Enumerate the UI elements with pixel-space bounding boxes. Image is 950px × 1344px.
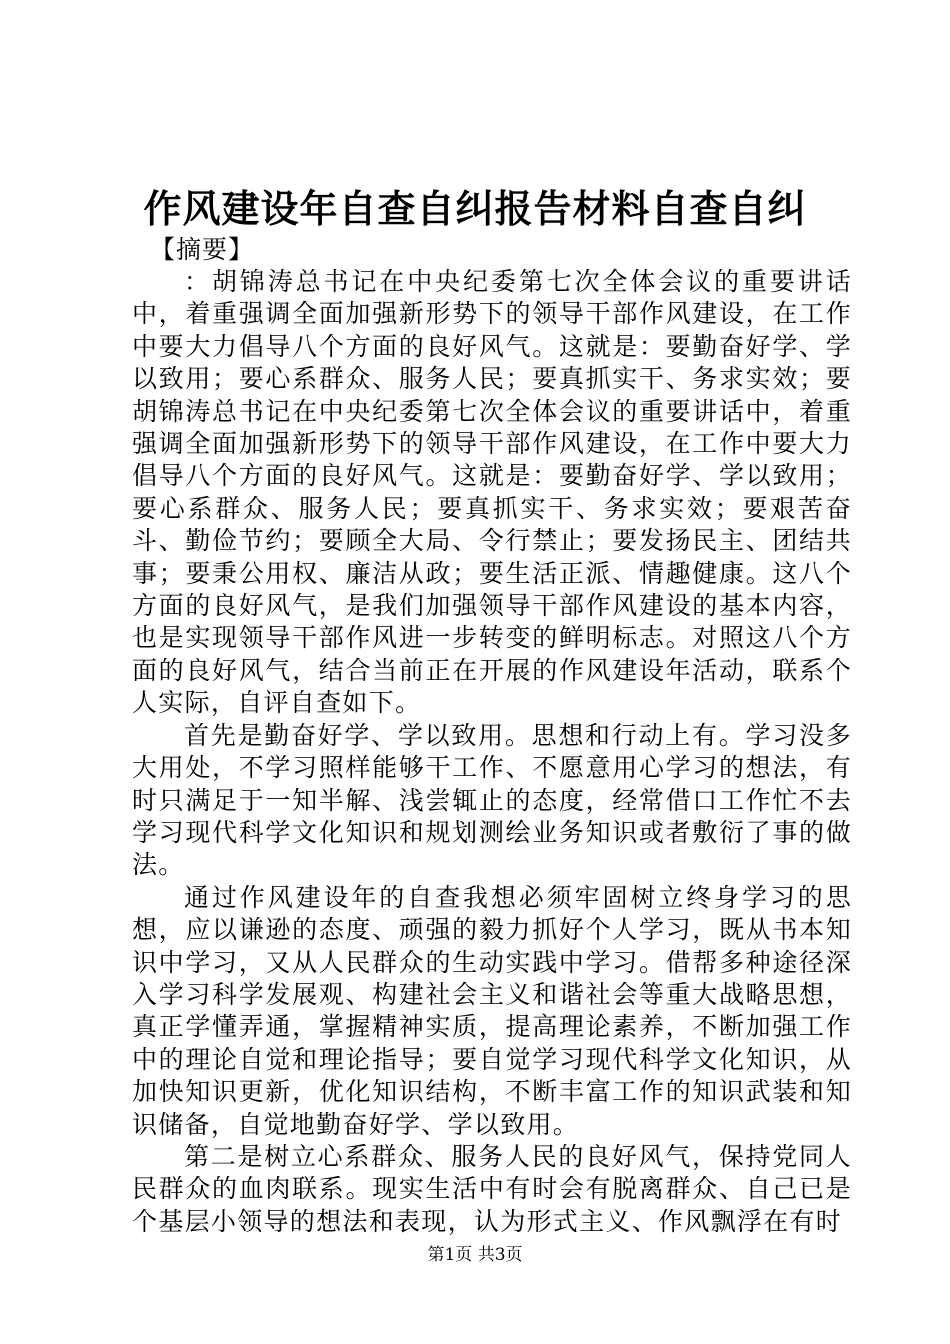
document-title: 作风建设年自查自纠报告材料自查自纠 xyxy=(143,186,807,231)
paragraph-second-point: 第二是树立心系群众、服务人民的良好风气，保持党同人民群众的血肉联系。现实生活中有时会有脱离群众、自己已是个基层小领导的想法和表现，认为形式主义、作风飘浮在有时 xyxy=(132,1141,852,1236)
paragraph-self-check: 通过作风建设年的自查我想必须牢固树立终身学习的思想，应以谦逊的态度、顽强的毅力抓好个人学习，既从书本知识中学习，又从人民群众的生动实践中学习。借帮多种途径深入学习科学发展观、构建社会主义和谐社会等重大战略思想，真正学懂弄通，掌握精神实质，提高理论素养，不断加强工作中的理论自觉和理论指导；要自觉学习现代科学文化知识，从加快知识更新，优化知识结构，不断丰富工作的知识武装和知识储备，自觉地勤奋好学、学以致用。 xyxy=(132,882,852,1139)
paragraph-first-point: 首先是勤奋好学、学以致用。思想和行动上有。学习没多大用处，不学习照样能够干工作、不愿意用心学习的想法，有时只满足于一知半解、浅尝辄止的态度，经常借口工作忙不去学习现代科学文化知识和规划测绘业务知识或者敷衍了事的做法。 xyxy=(132,720,852,880)
page-footer: 第1页 共3页 xyxy=(427,1245,523,1265)
abstract-label: 【摘要】 xyxy=(150,235,255,264)
paragraph-summary: ：胡锦涛总书记在中央纪委第七次全体会议的重要讲话中，着重强调全面加强新形势下的领导干部作风建设，在工作中要大力倡导八个方面的良好风气。这就是：要勤奋好学、学以致用；要心系群众、服务人民；要真抓实干、务求实效；要胡锦涛总书记在中央纪委第七次全体会议的重要讲话中，着重强调全面加强新形势下的领导干部作风建设，在工作中要大力倡导八个方面的良好风气。这就是：要勤奋好学、学以致用；要心系群众、服务人民；要真抓实干、务求实效；要艰苦奋斗、勤俭节约；要顾全大局、令行禁止；要发扬民主、团结共事；要秉公用权、廉洁从政；要生活正派、情趣健康。这八个方面的良好风气，是我们加强领导干部作风建设的基本内容，也是实现领导干部作风进一步转变的鲜明标志。对照这八个方面的良好风气，结合当前正在开展的作风建设年活动，联系个人实际，自评自查如下。 xyxy=(132,267,852,718)
document-body xyxy=(132,266,852,1238)
